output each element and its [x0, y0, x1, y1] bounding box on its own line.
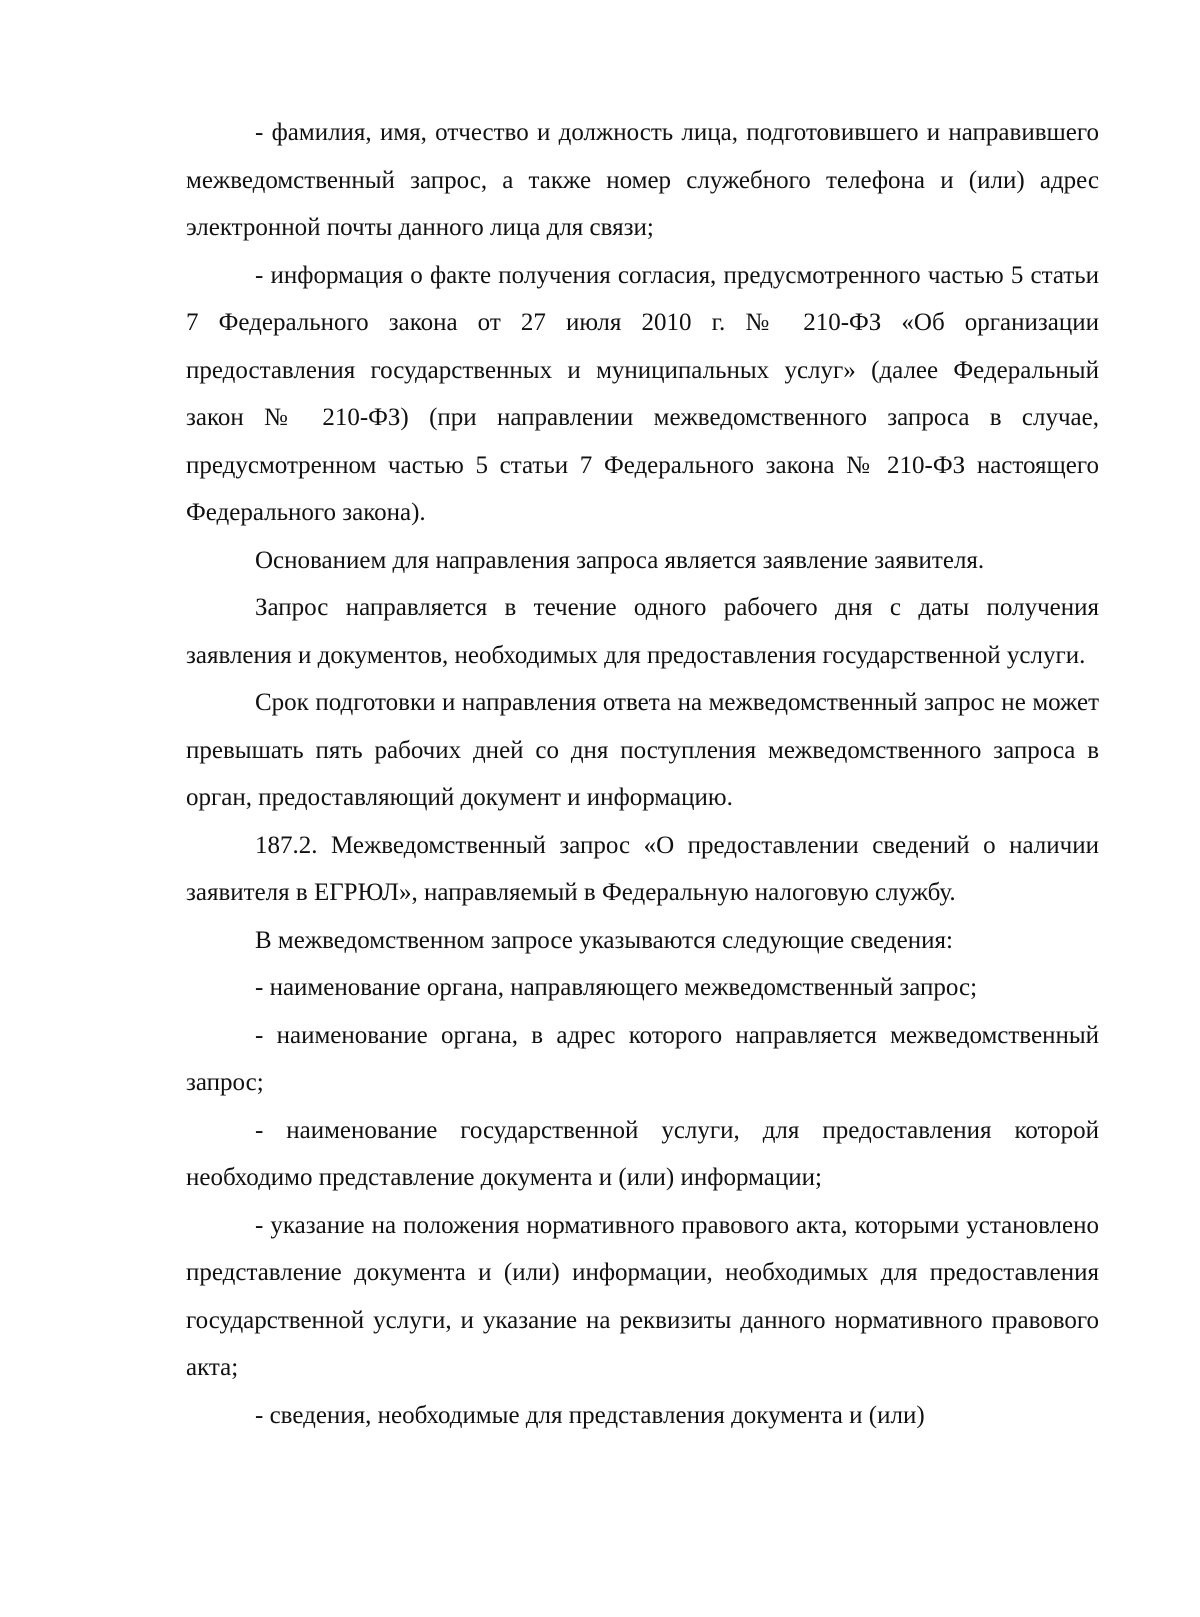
- paragraph-request-contents-intro: В межведомственном запросе указываются следующие сведения:: [255, 926, 953, 954]
- paragraph-contact-person: - фамилия, имя, отчество и должность лица, подготовившего и направившего межведомственный запрос, а также номер служебного телефона и (или) адрес электронной почты данного лица для связи;: [186, 119, 1099, 241]
- paragraph-request-deadline: Запрос направляется в течение одного рабочего дня с даты получения заявления и документов, необходимых для предоставления государственной услуги.: [186, 594, 1099, 669]
- paragraph-response-deadline: Срок подготовки и направления ответа на межведомственный запрос не может превышать пять рабочих дней со дня поступления межведомственного запроса в орган, предоставляющий документ и информацию.: [186, 689, 1099, 811]
- paragraph-request-basis: Основанием для направления запроса является заявление заявителя.: [255, 546, 985, 574]
- list-item-sending-authority: - наименование органа, направляющего межведомственный запрос;: [255, 974, 978, 1001]
- paragraph-consent-info: - информация о факте получения согласия, предусмотренного частью 5 статьи 7 Федерального закона от 27 июля 2010 г. № 210-ФЗ «Об организации предоставления государственных и муниципальных услуг» (далее Федеральный закон № 210-ФЗ) (при направлении межведомственного запроса в случае, предусмотренном частью 5 статьи 7 Федерального закона № 210-ФЗ настоящего Федерального закона).: [186, 261, 1099, 526]
- paragraph-section-187-2: 187.2. Межведомственный запрос «О предоставлении сведений о наличии заявителя в ЕГРЮЛ», направляемый в Федеральную налоговую службу.: [186, 831, 1099, 906]
- document-body: [186, 109, 1099, 1439]
- list-item-service-name: - наименование государственной услуги, для предоставления которой необходимо представление документа и (или) информации;: [186, 1116, 1099, 1191]
- list-item-receiving-authority: - наименование органа, в адрес которого направляется межведомственный запрос;: [186, 1021, 1099, 1096]
- list-item-required-info: - сведения, необходимые для представления документа и (или): [255, 1401, 925, 1429]
- list-item-legal-act: - указание на положения нормативного правового акта, которыми установлено представление документа и (или) информации, необходимых для предоставления государственной услуги, и указание на реквизиты данного нормативного правового акта;: [186, 1211, 1099, 1381]
